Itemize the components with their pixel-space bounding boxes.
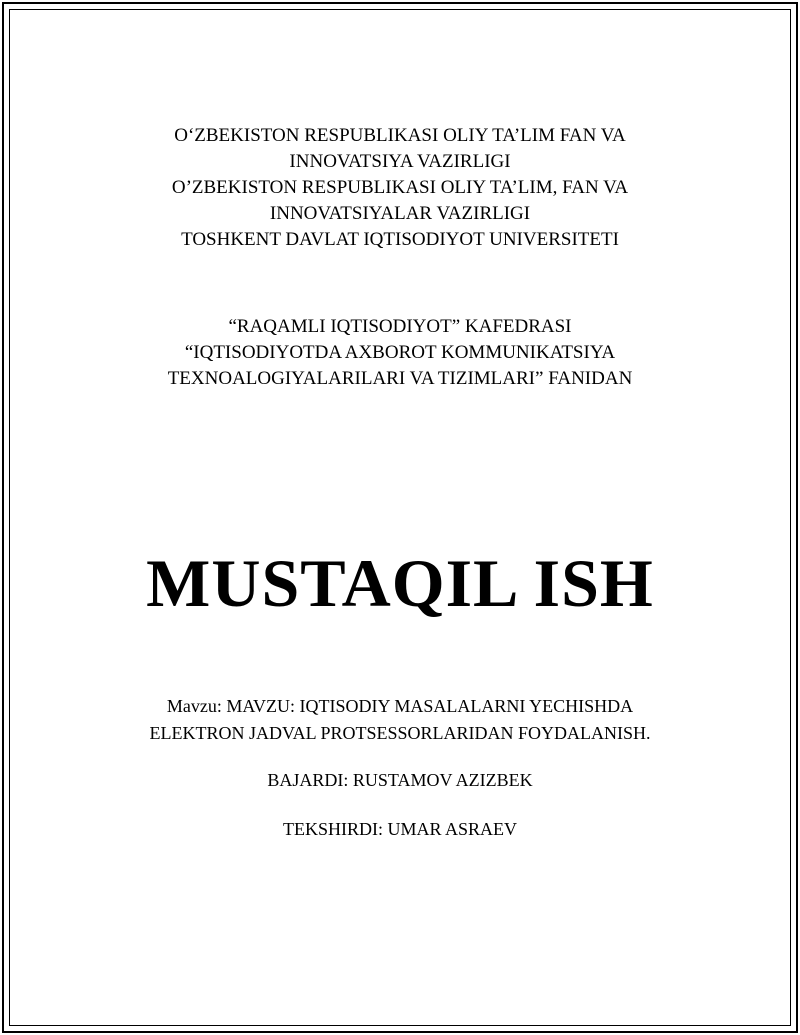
header-line: INNOVATSIYA VAZIRLIGI [289,151,511,172]
header-line: O’ZBEKISTON RESPUBLIKASI OLIY TA’LIM, FAN VA [171,177,629,198]
subject-line: ELEKTRON JADVAL PROTSESSORLARIDAN FOYDALANISH. [149,723,651,743]
department-block [0,314,800,392]
checker-line: TEKSHIRDI: UMAR ASRAEV [282,819,518,839]
header-line: O‘ZBEKISTON RESPUBLIKASI OLIY TA’LIM FAN VA [174,125,626,146]
checker-block [0,816,800,842]
header-line: INNOVATSIYALAR VAZIRLIGI [269,203,531,224]
university-name: TOSHKENT DAVLAT IQTISODIYOT UNIVERSITETI [181,229,619,250]
author-line: BAJARDI: RUSTAMOV AZIZBEK [267,770,533,790]
subject-line: Mavzu: MAVZU: IQTISODIY MASALALARNI YECHISHDA [166,696,634,716]
author-block [0,767,800,793]
subject-block [0,693,800,747]
course-name-line: TEXNOALOGIYALARILARI VA TIZIMLARI” FANIDAN [167,368,633,389]
document-title: MUSTAQIL ISH [146,545,654,621]
department-name: “RAQAMLI IQTISODIYOT” KAFEDRASI [228,316,572,337]
course-name-line: “IQTISODIYOTDA AXBOROT KOMMUNIKATSIYA [184,342,616,363]
ministry-header [0,123,800,253]
